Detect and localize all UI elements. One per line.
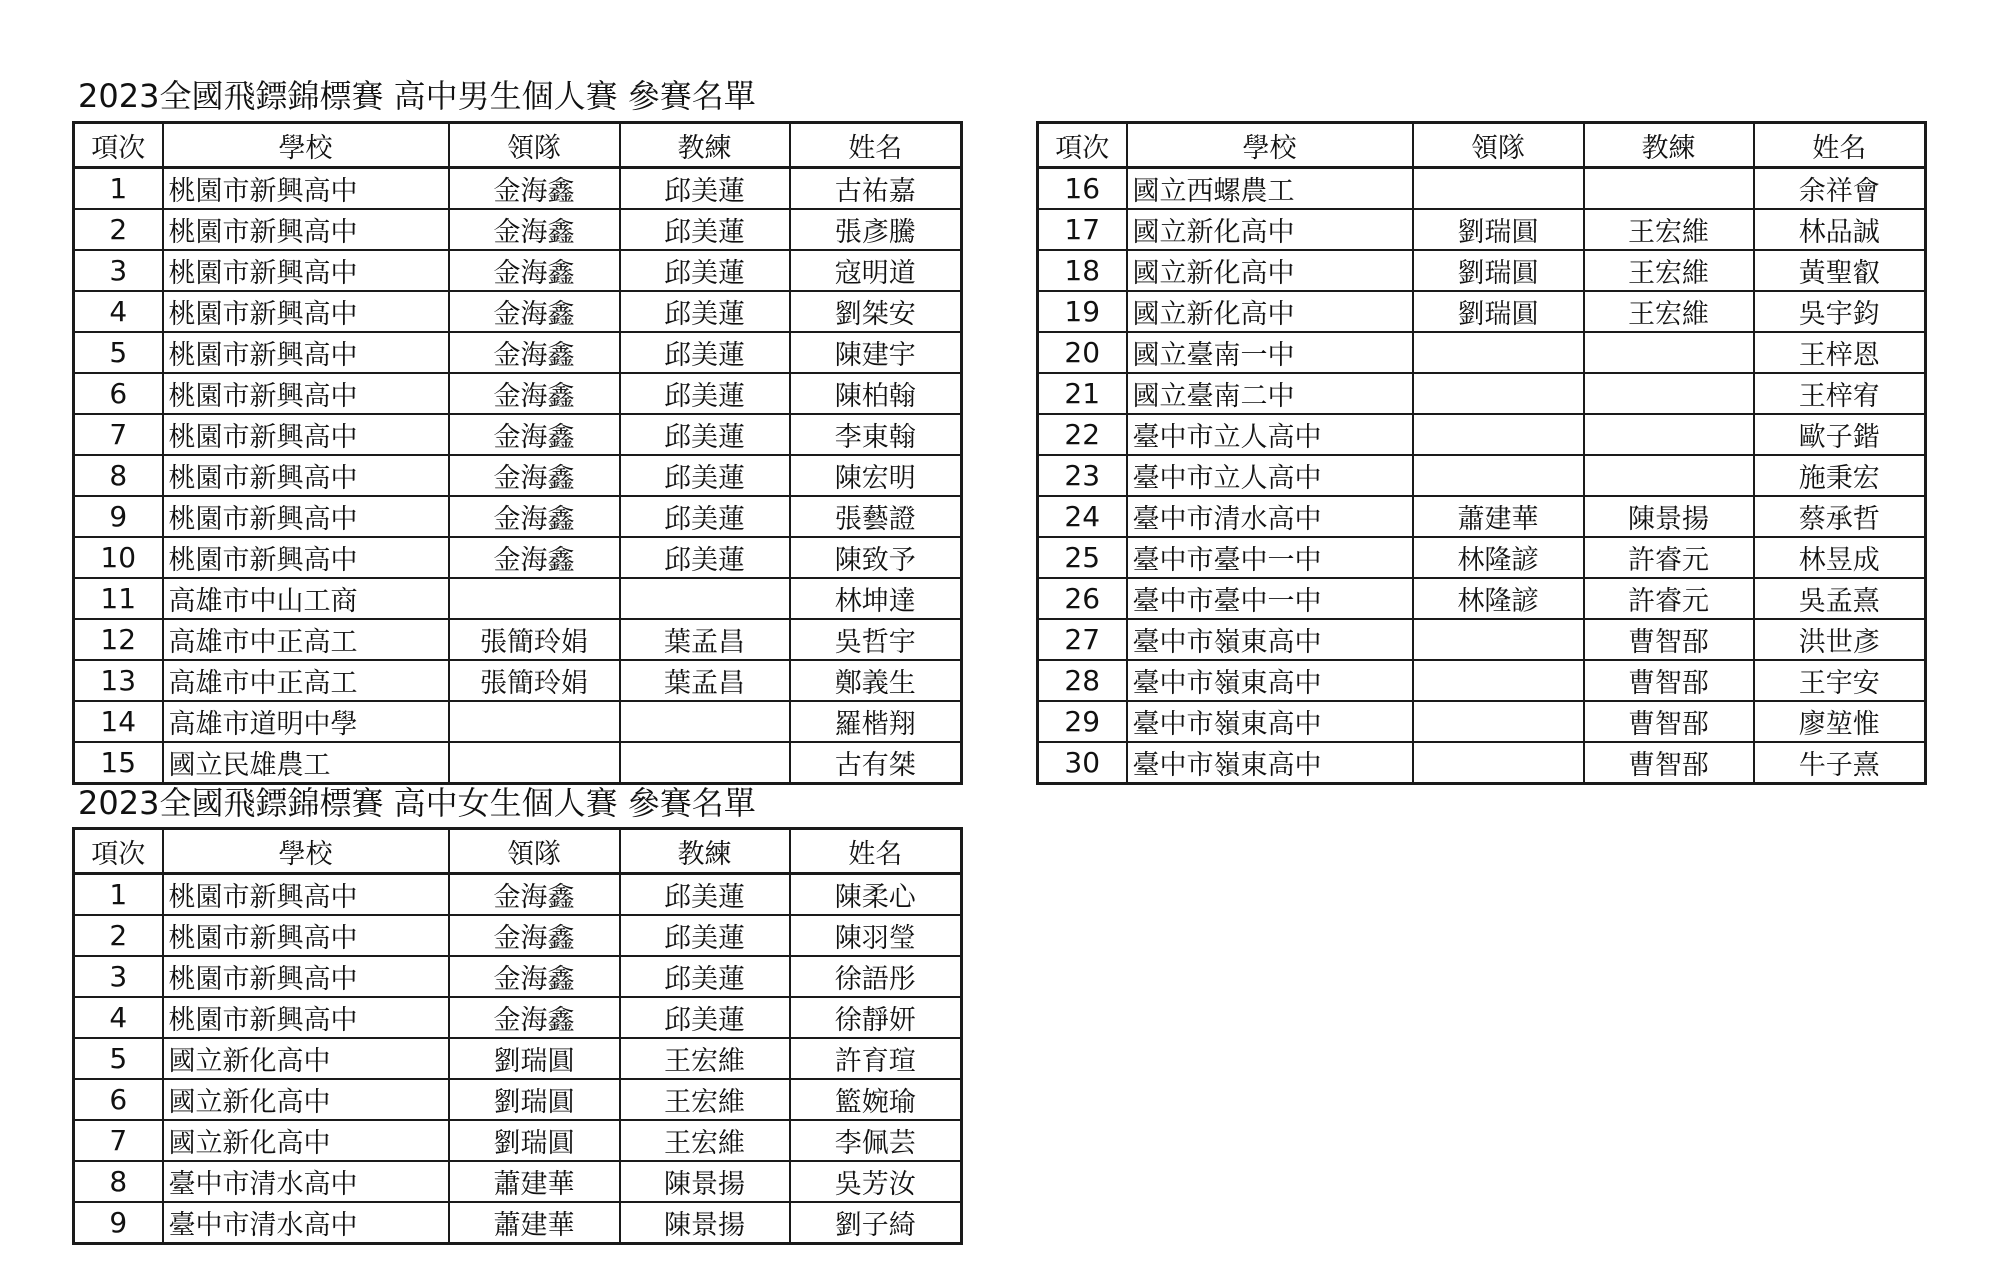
cell-coach: 邱美蓮 <box>620 168 790 210</box>
cell-name: 吳孟熹 <box>1754 578 1926 619</box>
cell-coach: 邱美蓮 <box>620 291 790 332</box>
cell-coach: 許睿元 <box>1584 578 1754 619</box>
cell-no: 4 <box>74 291 163 332</box>
cell-coach: 葉孟昌 <box>620 660 790 701</box>
cell-leader: 蕭建華 <box>1413 496 1584 537</box>
table-header-row <box>74 123 962 168</box>
cell-coach <box>1584 414 1754 455</box>
cell-school: 桃園市新興高中 <box>163 291 449 332</box>
cell-leader: 劉瑞圓 <box>449 1038 620 1079</box>
table-row <box>74 1079 962 1120</box>
cell-leader: 劉瑞圓 <box>1413 291 1584 332</box>
cell-name: 徐語彤 <box>790 956 962 997</box>
cell-coach: 王宏維 <box>620 1120 790 1161</box>
table-row <box>1038 414 1926 455</box>
cell-no: 9 <box>74 1202 163 1244</box>
cell-school: 國立臺南一中 <box>1127 332 1413 373</box>
cell-coach: 邱美蓮 <box>620 874 790 916</box>
cell-name: 吳哲宇 <box>790 619 962 660</box>
header-no: 項次 <box>1038 123 1127 168</box>
table-row <box>74 168 962 210</box>
header-school: 學校 <box>163 123 449 168</box>
table-row <box>74 1038 962 1079</box>
cell-coach: 曹智郚 <box>1584 619 1754 660</box>
cell-name: 陳致予 <box>790 537 962 578</box>
cell-school: 臺中市立人高中 <box>1127 455 1413 496</box>
table-row <box>74 619 962 660</box>
cell-name: 林昱成 <box>1754 537 1926 578</box>
cell-school: 國立臺南二中 <box>1127 373 1413 414</box>
cell-leader: 蕭建華 <box>449 1202 620 1244</box>
cell-school: 臺中市嶺東高中 <box>1127 619 1413 660</box>
table-row <box>74 250 962 291</box>
cell-leader: 金海鑫 <box>449 997 620 1038</box>
cell-school: 桃園市新興高中 <box>163 997 449 1038</box>
cell-school: 桃園市新興高中 <box>163 537 449 578</box>
cell-name: 李佩芸 <box>790 1120 962 1161</box>
cell-school: 臺中市清水高中 <box>163 1202 449 1244</box>
cell-name: 鄭義生 <box>790 660 962 701</box>
cell-no: 1 <box>74 874 163 916</box>
cell-coach: 許睿元 <box>1584 537 1754 578</box>
cell-no: 20 <box>1038 332 1127 373</box>
cell-coach: 邱美蓮 <box>620 496 790 537</box>
cell-coach <box>1584 373 1754 414</box>
cell-school: 臺中市臺中一中 <box>1127 537 1413 578</box>
cell-name: 古祐嘉 <box>790 168 962 210</box>
cell-leader: 金海鑫 <box>449 874 620 916</box>
cell-no: 19 <box>1038 291 1127 332</box>
cell-school: 高雄市中正高工 <box>163 619 449 660</box>
cell-no: 22 <box>1038 414 1127 455</box>
cell-school: 國立新化高中 <box>163 1079 449 1120</box>
cell-name: 羅楷翔 <box>790 701 962 742</box>
cell-coach: 曹智郚 <box>1584 701 1754 742</box>
cell-school: 國立西螺農工 <box>1127 168 1413 210</box>
cell-coach: 王宏維 <box>1584 291 1754 332</box>
table-row <box>1038 455 1926 496</box>
cell-name: 陳建宇 <box>790 332 962 373</box>
table-row <box>74 701 962 742</box>
table-row <box>74 874 962 916</box>
cell-leader: 金海鑫 <box>449 915 620 956</box>
cell-leader: 金海鑫 <box>449 414 620 455</box>
girls-roster-title: 2023全國飛鏢錦標賽 高中女生個人賽 參賽名單 <box>78 784 756 822</box>
table-header-row <box>74 829 962 874</box>
cell-coach <box>1584 168 1754 210</box>
cell-no: 9 <box>74 496 163 537</box>
cell-leader: 劉瑞圓 <box>449 1120 620 1161</box>
cell-coach: 邱美蓮 <box>620 537 790 578</box>
cell-school: 高雄市中山工商 <box>163 578 449 619</box>
cell-school: 臺中市臺中一中 <box>1127 578 1413 619</box>
cell-name: 古有桀 <box>790 742 962 784</box>
cell-name: 洪世彥 <box>1754 619 1926 660</box>
boys-left-rows <box>74 168 962 784</box>
boys-roster-table-right <box>1036 121 1927 785</box>
cell-name: 歐子鍇 <box>1754 414 1926 455</box>
table-row <box>74 414 962 455</box>
table-row <box>74 1161 962 1202</box>
cell-leader <box>1413 373 1584 414</box>
cell-no: 28 <box>1038 660 1127 701</box>
boys-roster-title: 2023全國飛鏢錦標賽 高中男生個人賽 參賽名單 <box>78 77 756 115</box>
cell-leader: 劉瑞圓 <box>1413 250 1584 291</box>
table-row <box>74 291 962 332</box>
cell-no: 18 <box>1038 250 1127 291</box>
cell-name: 廖堃惟 <box>1754 701 1926 742</box>
cell-no: 7 <box>74 1120 163 1161</box>
cell-name: 許育瑄 <box>790 1038 962 1079</box>
table-row <box>1038 373 1926 414</box>
cell-school: 國立新化高中 <box>1127 250 1413 291</box>
table-header-row <box>1038 123 1926 168</box>
cell-leader <box>449 578 620 619</box>
cell-school: 桃園市新興高中 <box>163 915 449 956</box>
cell-no: 23 <box>1038 455 1127 496</box>
cell-leader: 金海鑫 <box>449 496 620 537</box>
cell-coach <box>1584 332 1754 373</box>
header-coach: 教練 <box>620 829 790 874</box>
cell-no: 21 <box>1038 373 1127 414</box>
cell-no: 5 <box>74 332 163 373</box>
table-row <box>74 1120 962 1161</box>
cell-leader: 金海鑫 <box>449 209 620 250</box>
cell-leader: 金海鑫 <box>449 373 620 414</box>
table-row <box>1038 168 1926 210</box>
cell-name: 牛子熹 <box>1754 742 1926 784</box>
cell-leader <box>1413 701 1584 742</box>
cell-school: 臺中市嶺東高中 <box>1127 742 1413 784</box>
header-school: 學校 <box>1127 123 1413 168</box>
cell-name: 劉子綺 <box>790 1202 962 1244</box>
cell-name: 劉桀安 <box>790 291 962 332</box>
cell-no: 17 <box>1038 209 1127 250</box>
cell-coach: 王宏維 <box>1584 250 1754 291</box>
cell-school: 桃園市新興高中 <box>163 373 449 414</box>
cell-school: 臺中市立人高中 <box>1127 414 1413 455</box>
cell-no: 16 <box>1038 168 1127 210</box>
cell-leader: 金海鑫 <box>449 455 620 496</box>
table-row <box>74 742 962 784</box>
cell-name: 陳宏明 <box>790 455 962 496</box>
cell-school: 桃園市新興高中 <box>163 455 449 496</box>
cell-coach: 邱美蓮 <box>620 414 790 455</box>
table-row <box>74 660 962 701</box>
girls-rows <box>74 874 962 1244</box>
cell-coach: 王宏維 <box>1584 209 1754 250</box>
cell-school: 高雄市中正高工 <box>163 660 449 701</box>
cell-no: 29 <box>1038 701 1127 742</box>
cell-coach <box>620 578 790 619</box>
cell-name: 王梓宥 <box>1754 373 1926 414</box>
table-row <box>74 578 962 619</box>
cell-leader: 林隆諺 <box>1413 537 1584 578</box>
cell-name: 籃婉瑜 <box>790 1079 962 1120</box>
cell-school: 臺中市清水高中 <box>163 1161 449 1202</box>
table-row <box>1038 578 1926 619</box>
cell-no: 2 <box>74 915 163 956</box>
table-row <box>1038 701 1926 742</box>
cell-no: 3 <box>74 956 163 997</box>
cell-coach: 邱美蓮 <box>620 997 790 1038</box>
cell-name: 吳芳汝 <box>790 1161 962 1202</box>
cell-coach: 邱美蓮 <box>620 250 790 291</box>
cell-no: 11 <box>74 578 163 619</box>
cell-no: 3 <box>74 250 163 291</box>
cell-leader <box>1413 660 1584 701</box>
cell-school: 桃園市新興高中 <box>163 250 449 291</box>
girls-roster-table <box>72 827 963 1245</box>
table-row <box>74 332 962 373</box>
cell-coach: 邱美蓮 <box>620 956 790 997</box>
cell-leader <box>1413 168 1584 210</box>
table-row <box>1038 332 1926 373</box>
cell-coach: 邱美蓮 <box>620 373 790 414</box>
cell-coach: 曹智郚 <box>1584 742 1754 784</box>
cell-coach: 邱美蓮 <box>620 455 790 496</box>
cell-leader: 張簡玲娟 <box>449 660 620 701</box>
cell-name: 張彥騰 <box>790 209 962 250</box>
cell-name: 黃聖叡 <box>1754 250 1926 291</box>
cell-school: 臺中市嶺東高中 <box>1127 660 1413 701</box>
cell-leader <box>449 701 620 742</box>
cell-no: 15 <box>74 742 163 784</box>
cell-name: 林品誠 <box>1754 209 1926 250</box>
cell-coach: 葉孟昌 <box>620 619 790 660</box>
table-row <box>74 915 962 956</box>
cell-no: 10 <box>74 537 163 578</box>
header-leader: 領隊 <box>449 123 620 168</box>
cell-school: 國立新化高中 <box>1127 209 1413 250</box>
cell-no: 13 <box>74 660 163 701</box>
cell-no: 14 <box>74 701 163 742</box>
cell-name: 王宇安 <box>1754 660 1926 701</box>
cell-no: 4 <box>74 997 163 1038</box>
cell-name: 陳柔心 <box>790 874 962 916</box>
cell-name: 林坤達 <box>790 578 962 619</box>
cell-name: 蔡承哲 <box>1754 496 1926 537</box>
header-leader: 領隊 <box>1413 123 1584 168</box>
header-school: 學校 <box>163 829 449 874</box>
table-row <box>1038 250 1926 291</box>
cell-coach: 王宏維 <box>620 1038 790 1079</box>
header-coach: 教練 <box>620 123 790 168</box>
cell-school: 桃園市新興高中 <box>163 956 449 997</box>
cell-school: 國立新化高中 <box>163 1038 449 1079</box>
cell-leader: 金海鑫 <box>449 250 620 291</box>
cell-leader: 金海鑫 <box>449 168 620 210</box>
cell-no: 8 <box>74 1161 163 1202</box>
cell-leader: 林隆諺 <box>1413 578 1584 619</box>
cell-coach: 邱美蓮 <box>620 209 790 250</box>
cell-school: 桃園市新興高中 <box>163 168 449 210</box>
cell-name: 施秉宏 <box>1754 455 1926 496</box>
cell-leader: 金海鑫 <box>449 291 620 332</box>
cell-coach: 陳景揚 <box>1584 496 1754 537</box>
cell-school: 高雄市道明中學 <box>163 701 449 742</box>
cell-no: 7 <box>74 414 163 455</box>
cell-leader <box>1413 619 1584 660</box>
header-coach: 教練 <box>1584 123 1754 168</box>
cell-no: 30 <box>1038 742 1127 784</box>
cell-leader <box>1413 414 1584 455</box>
cell-leader: 劉瑞圓 <box>1413 209 1584 250</box>
cell-leader <box>1413 455 1584 496</box>
cell-no: 1 <box>74 168 163 210</box>
cell-school: 臺中市清水高中 <box>1127 496 1413 537</box>
header-name: 姓名 <box>1754 123 1926 168</box>
cell-name: 吳宇鈞 <box>1754 291 1926 332</box>
cell-name: 陳羽瑩 <box>790 915 962 956</box>
cell-name: 余祥會 <box>1754 168 1926 210</box>
cell-leader <box>1413 742 1584 784</box>
header-no: 項次 <box>74 123 163 168</box>
cell-school: 國立新化高中 <box>163 1120 449 1161</box>
cell-no: 2 <box>74 209 163 250</box>
cell-no: 6 <box>74 373 163 414</box>
cell-coach <box>620 701 790 742</box>
cell-leader <box>449 742 620 784</box>
cell-school: 桃園市新興高中 <box>163 332 449 373</box>
cell-school: 桃園市新興高中 <box>163 209 449 250</box>
cell-coach <box>1584 455 1754 496</box>
cell-no: 8 <box>74 455 163 496</box>
cell-no: 26 <box>1038 578 1127 619</box>
cell-school: 臺中市嶺東高中 <box>1127 701 1413 742</box>
table-row <box>74 537 962 578</box>
table-row <box>1038 537 1926 578</box>
header-leader: 領隊 <box>449 829 620 874</box>
cell-school: 桃園市新興高中 <box>163 496 449 537</box>
table-row <box>74 496 962 537</box>
cell-leader: 金海鑫 <box>449 537 620 578</box>
table-row <box>74 956 962 997</box>
table-row <box>74 1202 962 1244</box>
cell-name: 張藝證 <box>790 496 962 537</box>
table-row <box>1038 742 1926 784</box>
cell-school: 桃園市新興高中 <box>163 874 449 916</box>
cell-coach: 邱美蓮 <box>620 332 790 373</box>
cell-no: 24 <box>1038 496 1127 537</box>
table-row <box>1038 496 1926 537</box>
table-row <box>74 455 962 496</box>
cell-coach: 曹智郚 <box>1584 660 1754 701</box>
boys-right-rows <box>1038 168 1926 784</box>
cell-no: 5 <box>74 1038 163 1079</box>
table-row <box>1038 660 1926 701</box>
table-row <box>74 997 962 1038</box>
table-row <box>1038 209 1926 250</box>
header-name: 姓名 <box>790 123 962 168</box>
header-no: 項次 <box>74 829 163 874</box>
table-row <box>1038 291 1926 332</box>
cell-name: 陳柏翰 <box>790 373 962 414</box>
cell-name: 寇明道 <box>790 250 962 291</box>
cell-school: 桃園市新興高中 <box>163 414 449 455</box>
boys-roster-table-left <box>72 121 963 785</box>
cell-coach <box>620 742 790 784</box>
cell-coach: 陳景揚 <box>620 1161 790 1202</box>
cell-no: 6 <box>74 1079 163 1120</box>
cell-name: 李東翰 <box>790 414 962 455</box>
header-name: 姓名 <box>790 829 962 874</box>
cell-coach: 王宏維 <box>620 1079 790 1120</box>
cell-school: 國立新化高中 <box>1127 291 1413 332</box>
table-row <box>74 209 962 250</box>
cell-name: 徐靜妍 <box>790 997 962 1038</box>
cell-coach: 陳景揚 <box>620 1202 790 1244</box>
cell-leader: 金海鑫 <box>449 332 620 373</box>
cell-coach: 邱美蓮 <box>620 915 790 956</box>
cell-leader: 劉瑞圓 <box>449 1079 620 1120</box>
cell-leader: 金海鑫 <box>449 956 620 997</box>
cell-name: 王梓恩 <box>1754 332 1926 373</box>
table-row <box>74 373 962 414</box>
cell-leader <box>1413 332 1584 373</box>
cell-leader: 張簡玲娟 <box>449 619 620 660</box>
cell-no: 27 <box>1038 619 1127 660</box>
cell-leader: 蕭建華 <box>449 1161 620 1202</box>
table-row <box>1038 619 1926 660</box>
cell-no: 12 <box>74 619 163 660</box>
cell-school: 國立民雄農工 <box>163 742 449 784</box>
cell-no: 25 <box>1038 537 1127 578</box>
